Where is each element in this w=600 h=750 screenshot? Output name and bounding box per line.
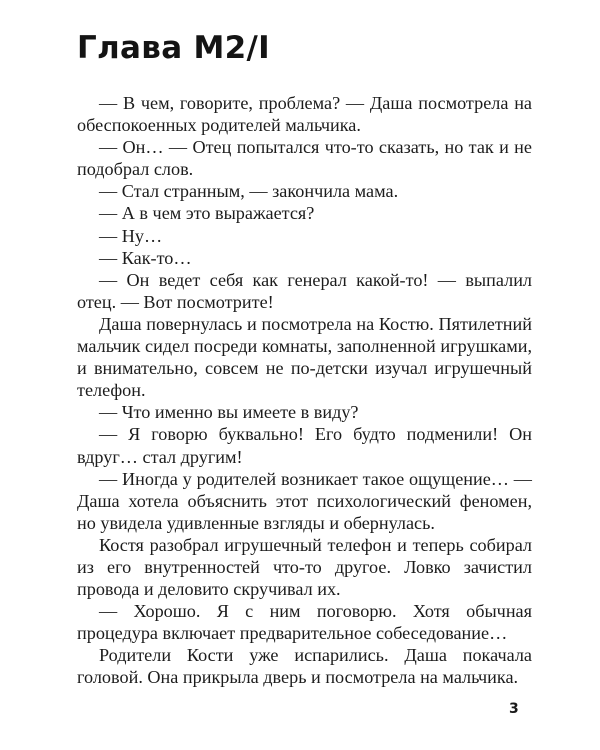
paragraph: — Стал странным, — закончила мама. (99, 181, 399, 202)
paragraph: — Он ведет себя как генерал какой-то! — выпалил отец. — Вот посмотрите! (77, 269, 532, 312)
paragraph: Родители Кости уже испарились. Даша покачала головой. Она прикрыла дверь и посмотрела на мальчика. (77, 645, 532, 688)
paragraph: — Иногда у родителей возникает такое ощущение… — Даша хотела объяснить этот психологический феномен, но увидела удивленные взгляды и обернулась. (77, 468, 532, 533)
paragraph: — Он… — Отец попытался что-то сказать, но так и не подобрал слов. (77, 137, 532, 180)
paragraph: — Хорошо. Я с ним поговорю. Хотя обычная процедура включает предварительное собеседование… (77, 601, 532, 644)
paragraph: — В чем, говорите, проблема? — Даша посмотрела на обеспокоенных родителей мальчика. (77, 93, 532, 136)
paragraph: — Что именно вы имеете в виду? (99, 402, 359, 423)
paragraph: Даша повернулась и посмотрела на Костю. Пятилетний мальчик сидел посреди комнаты, заполненной игрушками, и внимательно, совсем не по-детски изучал игрушечный телефон. (77, 313, 532, 401)
paragraph: — Как-то… (99, 247, 192, 268)
chapter-title: Глава M2/I (77, 30, 270, 66)
paragraph: — Ну… (99, 225, 163, 246)
body-text (77, 92, 532, 689)
paragraph: Костя разобрал игрушечный телефон и теперь собирал из его внутренностей что-то другое. Ловко зачистил провода и деловито скручивал их. (77, 534, 532, 600)
page-number: 3 (509, 701, 519, 717)
paragraph: — Я говорю буквально! Его будто подменили! Он вдруг… стал другим! (77, 424, 532, 467)
paragraph: — А в чем это выражается? (99, 203, 315, 224)
